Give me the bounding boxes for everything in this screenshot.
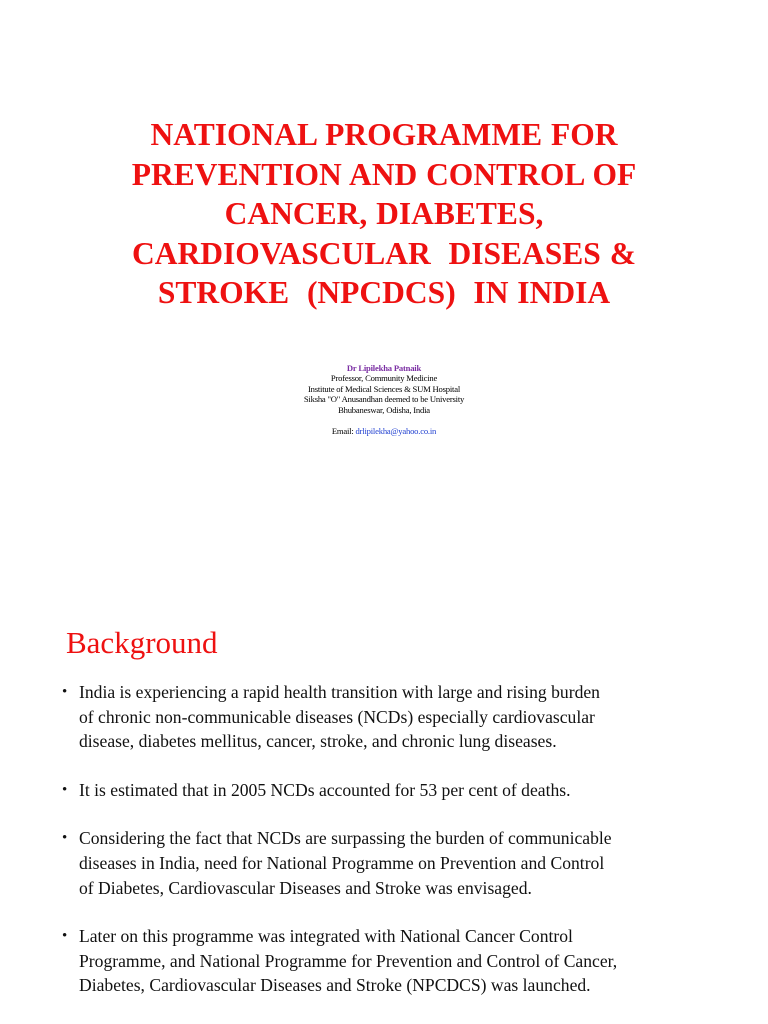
title-line: NATIONAL PROGRAMME FOR [150,117,618,152]
list-item [62,778,752,803]
bullet-text-line: Programme, and National Programme for Prevention and Control of Cancer, [79,950,618,971]
bullet-text-line: It is estimated that in 2005 NCDs accounted for 53 per cent of deaths. [79,779,571,800]
bullet-icon: • [62,781,68,798]
list-item [62,826,752,900]
email-link[interactable]: drlipilekha@yahoo.co.in [355,426,437,437]
bullet-text-line: of chronic non-communicable diseases (NCDs) especially cardiovascular [79,706,595,727]
author-affiliation-line: Institute of Medical Sciences & SUM Hospital [307,383,461,394]
email-label: Email: [331,426,356,437]
author-affiliation-line: Bhubaneswar, Odisha, India [338,404,430,415]
author-affiliation-line: Professor, Community Medicine [330,373,438,384]
author-email-line [200,426,568,436]
background-bullet-list [62,680,752,1022]
author-block [200,363,568,436]
bullet-text-line: of Diabetes, Cardiovascular Diseases and Stroke was envisaged. [79,877,532,898]
author-name: Dr Lipilekha Patnaik [346,363,422,373]
title-line: CANCER, DIABETES, [224,196,544,231]
bullet-text-line: Diabetes, Cardiovascular Diseases and Stroke (NPCDCS) was launched. [79,975,591,996]
bullet-text-line: India is experiencing a rapid health transition with large and rising burden [79,682,600,702]
bullet-icon: • [62,830,68,847]
title-line: STROKE (NPCDCS) IN INDIA [157,275,611,310]
list-item [62,680,752,754]
bullet-icon: • [62,928,68,945]
section-heading-background: Background [66,625,218,660]
title-line: PREVENTION AND CONTROL OF [131,156,637,192]
bullet-text-line: disease, diabetes mellitus, cancer, stroke, and chronic lung diseases. [79,731,557,752]
bullet-text-line: diseases in India, need for National Programme on Prevention and Control [79,852,605,873]
list-item [62,924,752,998]
bullet-icon: • [62,684,68,700]
slide-title [64,115,704,313]
bullet-text-line: Considering the fact that NCDs are surpassing the burden of communicable [79,828,612,849]
author-affiliation-line: Siksha "O" Anusandhan deemed to be University [303,394,465,405]
title-line: CARDIOVASCULAR DISEASES & [132,235,636,271]
bullet-text-line: Later on this programme was integrated with National Cancer Control [79,926,573,947]
